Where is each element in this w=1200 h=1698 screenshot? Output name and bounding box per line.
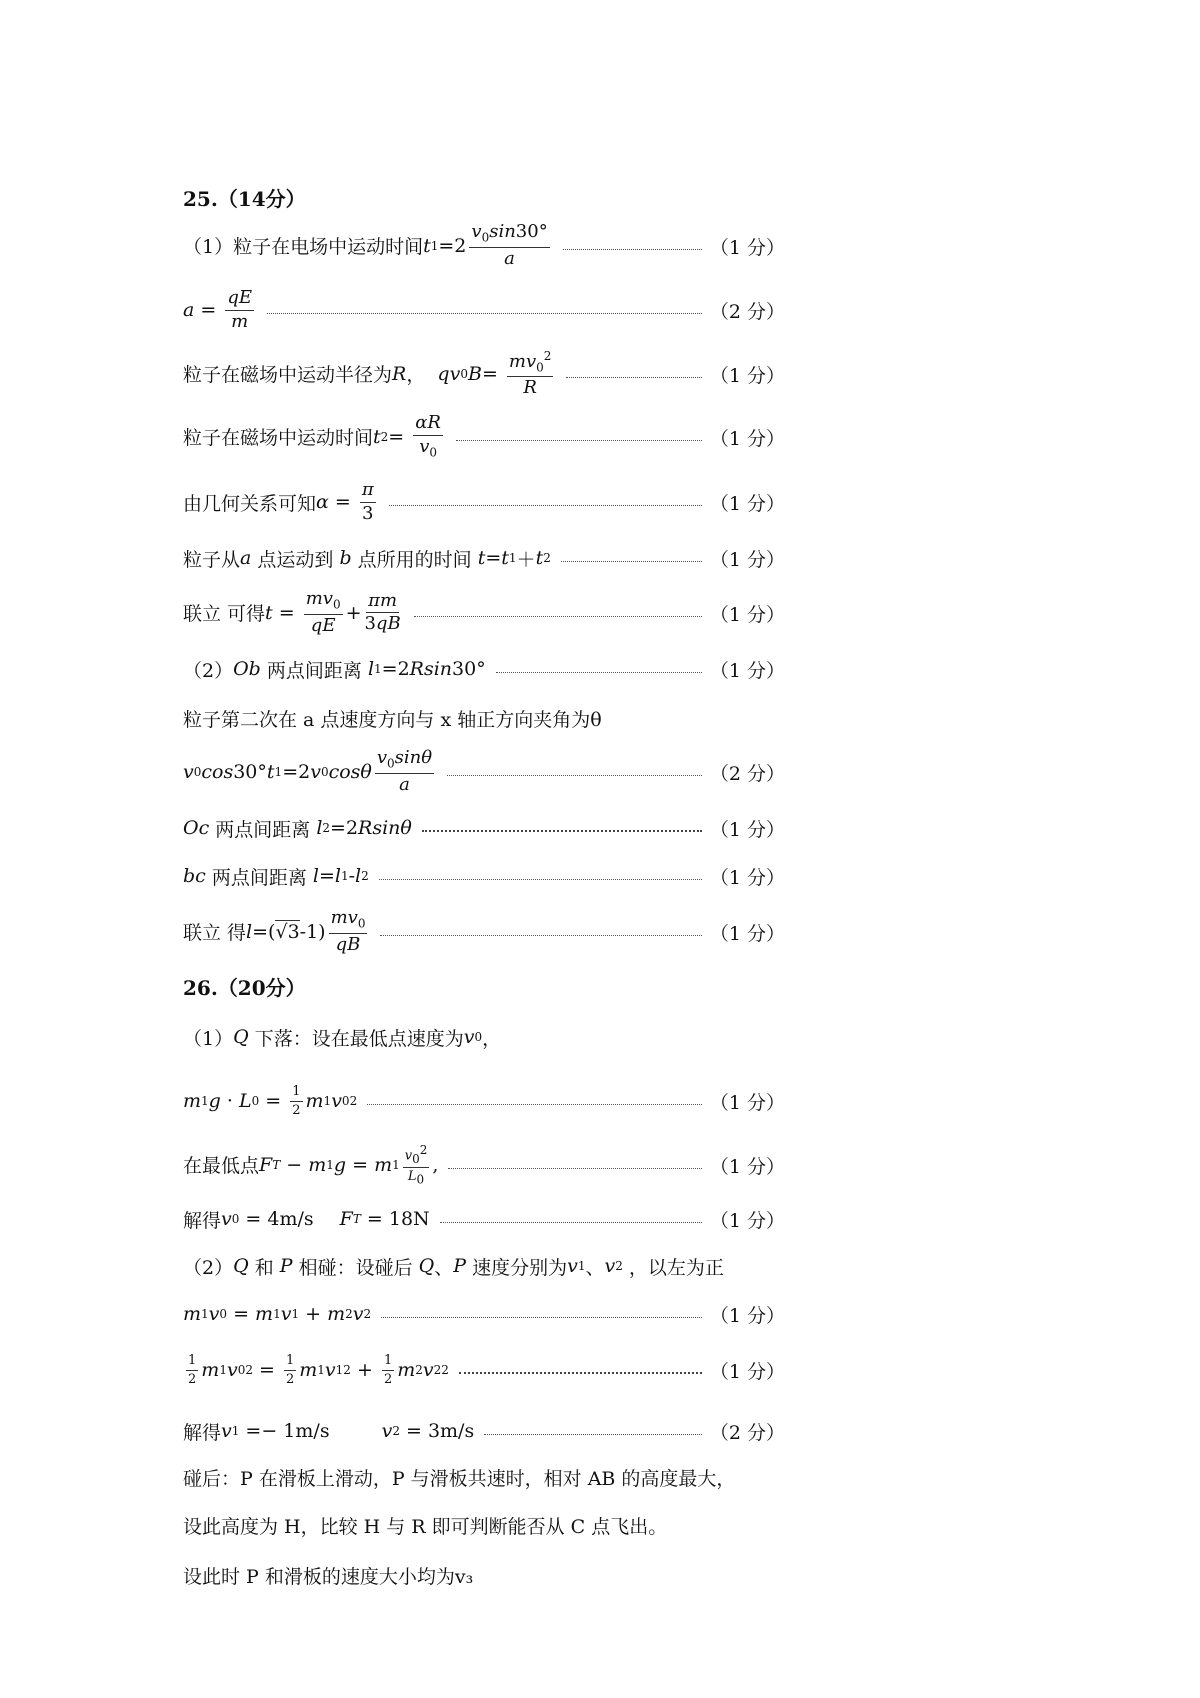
q26-line-5: （2） Q 和 P 相碰：设碰后 Q 、 P 速度分别为 v 1 、 v 2 ，以左为正	[183, 1255, 724, 1279]
q26-line-4: 解得 v 0 = 4m/s F T = 18N （1 分）	[183, 1201, 785, 1237]
q25-line-8: （2） Ob 两点间距离 l 1 =2 Rsin 30° （1 分）	[183, 651, 785, 687]
score-label: （1 分）	[709, 427, 785, 450]
line-prefix: （1）粒子在电场中运动时间	[183, 236, 424, 259]
q25-line-4: 粒子在磁场中运动时间 t 2 = $\frac{\alpha R}{v_0}$ （1 分）	[183, 412, 785, 460]
para-line-2: 设此高度为 H，比较 H 与 R 即可判断能否从 C 点飞出。	[183, 1516, 668, 1538]
para-line-1: 碰后：P 在滑板上滑动，P 与滑板共速时，相对 AB 的高度最大，	[183, 1468, 736, 1490]
leader-dots	[484, 1434, 702, 1435]
score-label: （1 分）	[709, 1155, 785, 1178]
q25-line-10: v 0 cos 30° t 1 =2 v 0 cosθ $\frac{v_0\sin\theta}{a}$ （2 分）	[183, 747, 785, 795]
score-label: （1 分）	[709, 236, 785, 259]
q26-line-6: m 1 v 0 = m 1 v 1 + m 2 v 2 （1 分）	[183, 1296, 785, 1332]
leader-dots	[381, 1317, 702, 1318]
score-label: （1 分）	[709, 1209, 785, 1232]
leader-dots	[566, 377, 701, 378]
leader-dots	[440, 1222, 702, 1223]
q25-line-2: a = $\frac{qE}{m}$ （2 分）	[183, 286, 785, 332]
leader-dots	[380, 935, 701, 936]
leader-dots	[367, 1104, 702, 1105]
leader-dots	[414, 616, 702, 617]
score-label: （1 分）	[709, 1091, 785, 1114]
score-label: （1 分）	[709, 603, 785, 626]
score-label: （1 分）	[709, 659, 785, 682]
q26-heading: 26.（20分）	[183, 976, 306, 1000]
q25-line-11: Oc 两点间距离 l 2 =2 Rsinθ （1 分）	[183, 810, 785, 846]
score-label: （1 分）	[709, 866, 785, 889]
q26-line-2: m 1 g · L 0 = $\frac{1}{2}$ m 1 v 0 2 （1 分）	[183, 1083, 785, 1118]
leader-dots	[447, 775, 702, 776]
leader-dots	[561, 561, 702, 562]
score-label: （1 分）	[709, 1304, 785, 1327]
score-label: （1 分）	[709, 492, 785, 515]
leader-dots	[563, 249, 702, 250]
q25-heading: 25.（14分）	[183, 187, 306, 211]
q25-line-3: 粒子在磁场中运动半径为 R ， qv 0 B = $\frac{mv_0^2}{R}$ （1 分）	[183, 348, 785, 399]
q26-line-3: 在最低点 F T − m 1 g = m 1 $\frac{v_0^2}{L_0}$ , （1 分）	[183, 1142, 785, 1187]
leader-dots	[448, 1168, 701, 1169]
q25-line-13: 联立 得 l =( √3 -1) $\frac{mv_0}{qB}$ （1 分）	[183, 907, 785, 955]
score-label: （1 分）	[709, 1360, 785, 1383]
score-label: （2 分）	[709, 300, 785, 323]
leader-dots	[267, 313, 702, 314]
q25-line-1: （1）粒子在电场中运动时间 t 1 =2 $\frac{v_0\sin 30^\circ}{a}$ （1 分）	[183, 221, 785, 269]
q25-line-5: 由几何关系可知 α = $\frac{\pi}{3}$ （1 分）	[183, 478, 785, 524]
q25-line-9: 粒子第二次在 a 点速度方向与 x 轴正方向夹角为θ	[183, 709, 602, 731]
leader-dots	[389, 505, 702, 506]
leader-dots	[456, 440, 702, 441]
score-label: （2 分）	[709, 1421, 785, 1444]
para-line-3: 设此时 P 和滑板的速度大小均为v₃	[183, 1566, 474, 1588]
score-label: （1 分）	[709, 364, 785, 387]
leader-dots	[379, 879, 702, 880]
q26-line-7: $\frac{1}{2}$ m 1 v 0 2 = $\frac{1}{2}$ m 1 v 1 2 + $\frac{1}{2}$ m 2 v 2 2 （1 分）	[188, 1352, 785, 1387]
q25-line-6: 粒子从 a 点运动到 b 点所用的时间 t = t 1 ＋ t 2 （1 分）	[183, 540, 785, 576]
leader-dots	[459, 1372, 702, 1374]
leader-dots	[496, 672, 702, 673]
score-label: （1 分）	[709, 548, 785, 571]
leader-dots	[422, 830, 702, 832]
score-label: （1 分）	[709, 818, 785, 841]
score-label: （2 分）	[709, 762, 785, 785]
q25-line-12: bc 两点间距离 l = l 1 - l 2 （1 分）	[183, 858, 785, 894]
q26-line-1: （1） Q 下落：设在最低点速度为 v 0 ，	[183, 1026, 502, 1050]
q25-line-7: 联立 可得 t = $\frac{mv_0}{qE}$ + $\frac{\pi m}{3qB}$ （1 分）	[183, 588, 785, 636]
q26-line-8: 解得 v 1 =− 1m/s v 2 = 3m/s （2 分）	[183, 1413, 785, 1449]
score-label: （1 分）	[709, 922, 785, 945]
